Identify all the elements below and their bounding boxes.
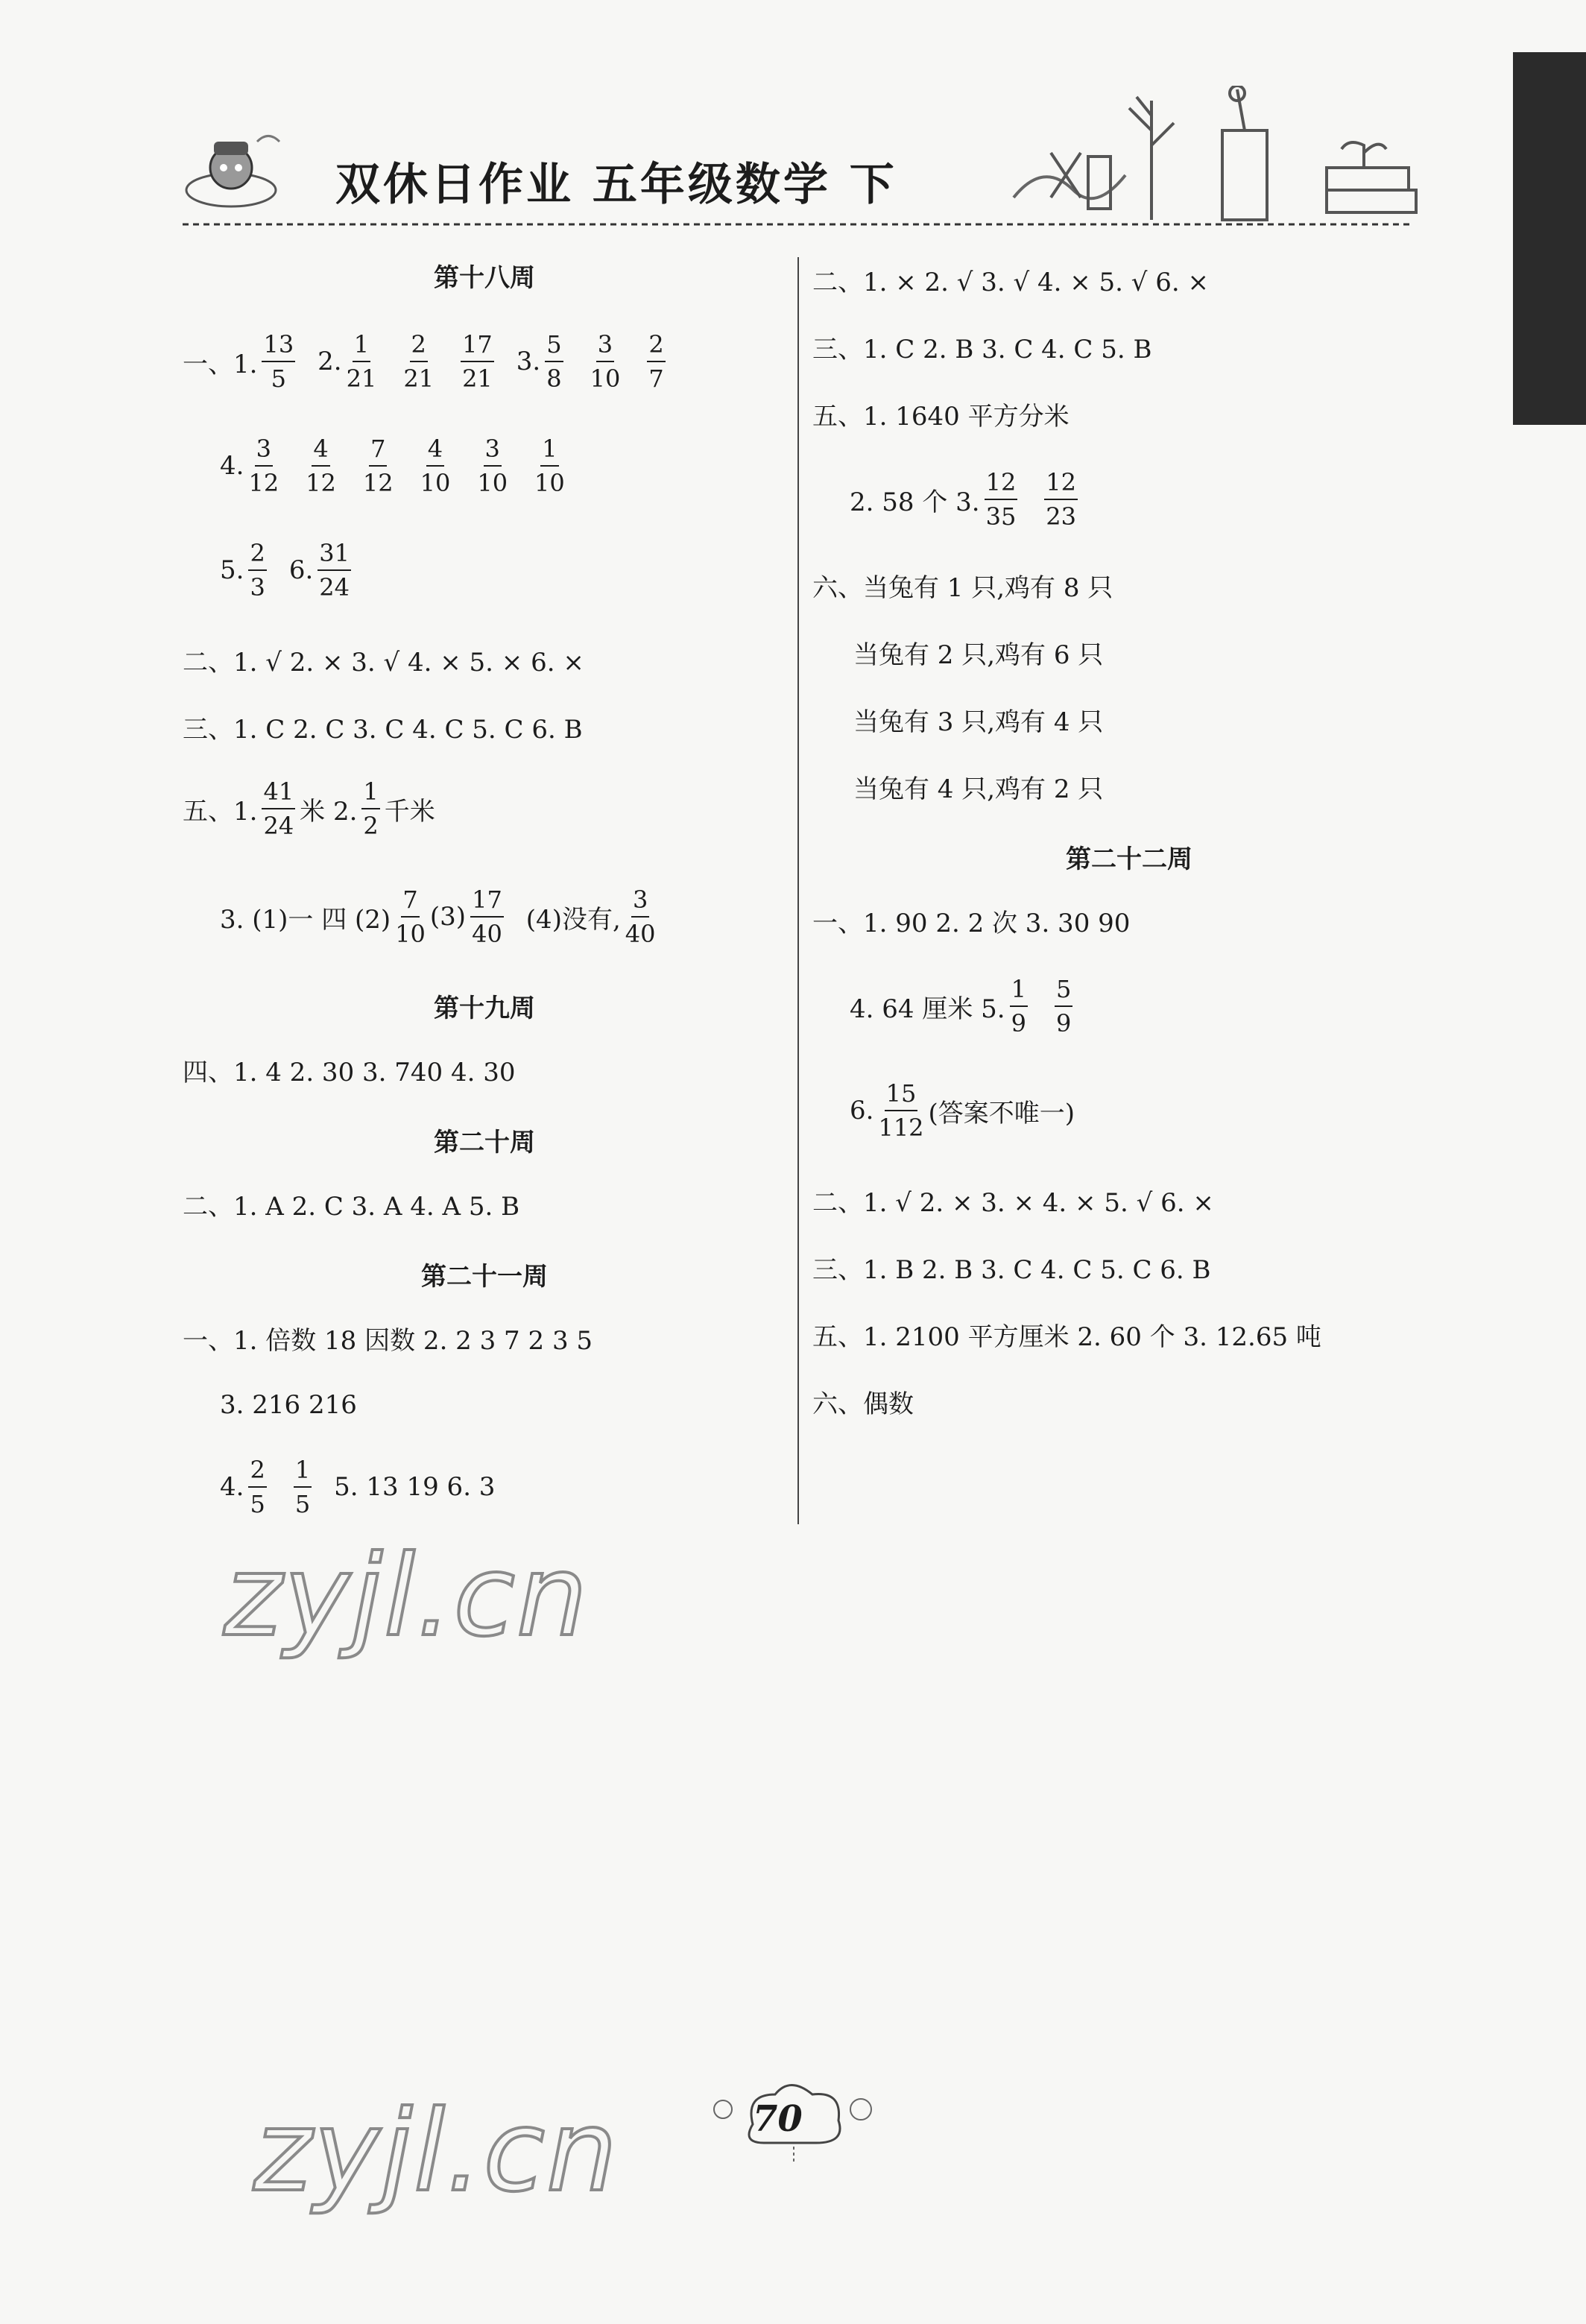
watermark-top: zyjl.cn: [224, 1532, 590, 1661]
fraction: $\frac{17}{21}$: [462, 330, 493, 393]
week-18-heading: 第十八周: [434, 263, 535, 293]
scan-edge-shadow: [1513, 52, 1586, 425]
answer-line: 4. 64 厘米 5. $\frac{1}{9}$ $\frac{5}{9}$: [850, 975, 1072, 1038]
fraction: $\frac{2}{5}$: [250, 1456, 265, 1518]
answer-line: 3. 216 216: [220, 1390, 357, 1420]
answer-line: 当兔有 2 只,鸡有 6 只: [853, 640, 1104, 670]
fraction: $\frac{2}{21}$: [403, 330, 435, 393]
fraction: $\frac{15}{112}$: [878, 1079, 924, 1142]
answer-line: 当兔有 3 只,鸡有 4 只: [853, 707, 1104, 737]
answer-line: 4. $\frac{2}{5}$ $\frac{1}{5}$ 5. 13 19 6. 3: [220, 1456, 496, 1518]
page-number: 70: [753, 2098, 803, 2140]
answer-line: 6. $\frac{15}{112}$ (答案不唯一): [850, 1079, 1075, 1142]
fraction: $\frac{5}{8}$: [546, 330, 562, 393]
fraction: $\frac{1}{2}$: [363, 777, 379, 840]
fraction: $\frac{1}{10}$: [534, 435, 565, 497]
fraction: $\frac{1}{9}$: [1011, 975, 1026, 1038]
week-20-heading: 第二十周: [434, 1128, 535, 1158]
fraction: $\frac{5}{9}$: [1055, 975, 1072, 1038]
header-divider: [183, 221, 1412, 228]
fraction: $\frac{12}{23}$: [1046, 468, 1077, 531]
answer-line: 二、1. A 2. C 3. A 4. A 5. B: [183, 1191, 520, 1222]
answer-line: 三、1. C 2. B 3. C 4. C 5. B: [812, 334, 1152, 364]
week-21-heading: 第二十一周: [421, 1262, 548, 1292]
header-mascot-illustration: [168, 127, 294, 224]
page-title: 双休日作业 五年级数学 下: [335, 159, 897, 211]
fraction: $\frac{4}{12}$: [306, 435, 336, 497]
answer-line: 一、1. 90 2. 2 次 3. 30 90: [812, 908, 1131, 938]
answer-line: 当兔有 4 只,鸡有 2 只: [853, 774, 1104, 804]
fraction: $\frac{4}{10}$: [420, 435, 451, 497]
answer-line: 二、1. √ 2. × 3. √ 4. × 5. × 6. ×: [183, 647, 584, 678]
answer-line: 四、1. 4 2. 30 3. 740 4. 30: [183, 1057, 516, 1087]
fraction: $\frac{13}{5}$: [263, 330, 294, 393]
fraction: $\frac{7}{12}$: [362, 435, 394, 497]
fraction: $\frac{12}{35}$: [985, 468, 1017, 531]
fraction: $\frac{31}{24}$: [319, 539, 350, 601]
fraction: $\frac{1}{5}$: [294, 1456, 311, 1518]
answer-line: 一、1. 倍数 18 因数 2. 2 3 7 2 3 5: [183, 1325, 593, 1356]
watermark-bottom: zyjl.cn: [253, 2087, 619, 2217]
fraction: $\frac{3}{12}$: [248, 435, 279, 497]
answer-line: 一、1. $\frac{13}{5}$ 2. $\frac{1}{21}$ $\frac{2}{21}$ $\frac{17}{21}$ 3. $\frac{5}{8}$ $\frac{3}{10}$ $\frac{2}{7}$: [183, 330, 664, 393]
answer-line: 五、1. 1640 平方分米: [812, 401, 1070, 432]
answer-line: 六、偶数: [812, 1389, 914, 1419]
answer-line: 五、1. 2100 平方厘米 2. 60 个 3. 12.65 吨: [812, 1322, 1321, 1352]
column-divider: [797, 257, 799, 1524]
header-scenery-illustration: [999, 86, 1431, 227]
week-22-heading: 第二十二周: [1066, 844, 1192, 874]
fraction: $\frac{2}{7}$: [648, 330, 664, 393]
answer-line: 三、1. B 2. B 3. C 4. C 5. C 6. B: [812, 1254, 1211, 1285]
fraction: $\frac{1}{21}$: [346, 330, 377, 393]
answer-line: 3. (1)一 四 (2) $\frac{7}{10}$ (3) $\frac{17}{40}$ (4)没有, $\frac{3}{40}$: [220, 885, 656, 948]
answer-line: 2. 58 个 3. $\frac{12}{35}$ $\frac{12}{23}$: [850, 468, 1077, 531]
answer-line: 三、1. C 2. C 3. C 4. C 5. C 6. B: [183, 714, 583, 745]
fraction: $\frac{41}{24}$: [263, 777, 294, 840]
answer-line: 5. $\frac{2}{3}$ 6. $\frac{31}{24}$: [220, 539, 350, 601]
answer-line: 六、当兔有 1 只,鸡有 8 只: [812, 572, 1113, 603]
fraction: $\frac{3}{10}$: [590, 330, 621, 393]
answer-line: 4. $\frac{3}{12}$ $\frac{4}{12}$ $\frac{7}{12}$ $\frac{4}{10}$ $\frac{3}{10}$ $\frac{1}{10}$: [220, 435, 565, 497]
fraction: $\frac{7}{10}$: [395, 885, 426, 948]
answer-line: 二、1. × 2. √ 3. √ 4. × 5. √ 6. ×: [812, 267, 1209, 297]
fraction: $\frac{2}{3}$: [250, 539, 265, 601]
fraction: $\frac{3}{10}$: [477, 435, 508, 497]
fraction: $\frac{3}{40}$: [625, 885, 656, 948]
answer-line: 五、1. $\frac{41}{24}$ 米 2. $\frac{1}{2}$ 千米: [183, 777, 435, 840]
week-19-heading: 第十九周: [434, 994, 535, 1023]
answer-line: 二、1. √ 2. × 3. × 4. × 5. √ 6. ×: [812, 1187, 1214, 1218]
fraction: $\frac{17}{40}$: [472, 885, 502, 948]
